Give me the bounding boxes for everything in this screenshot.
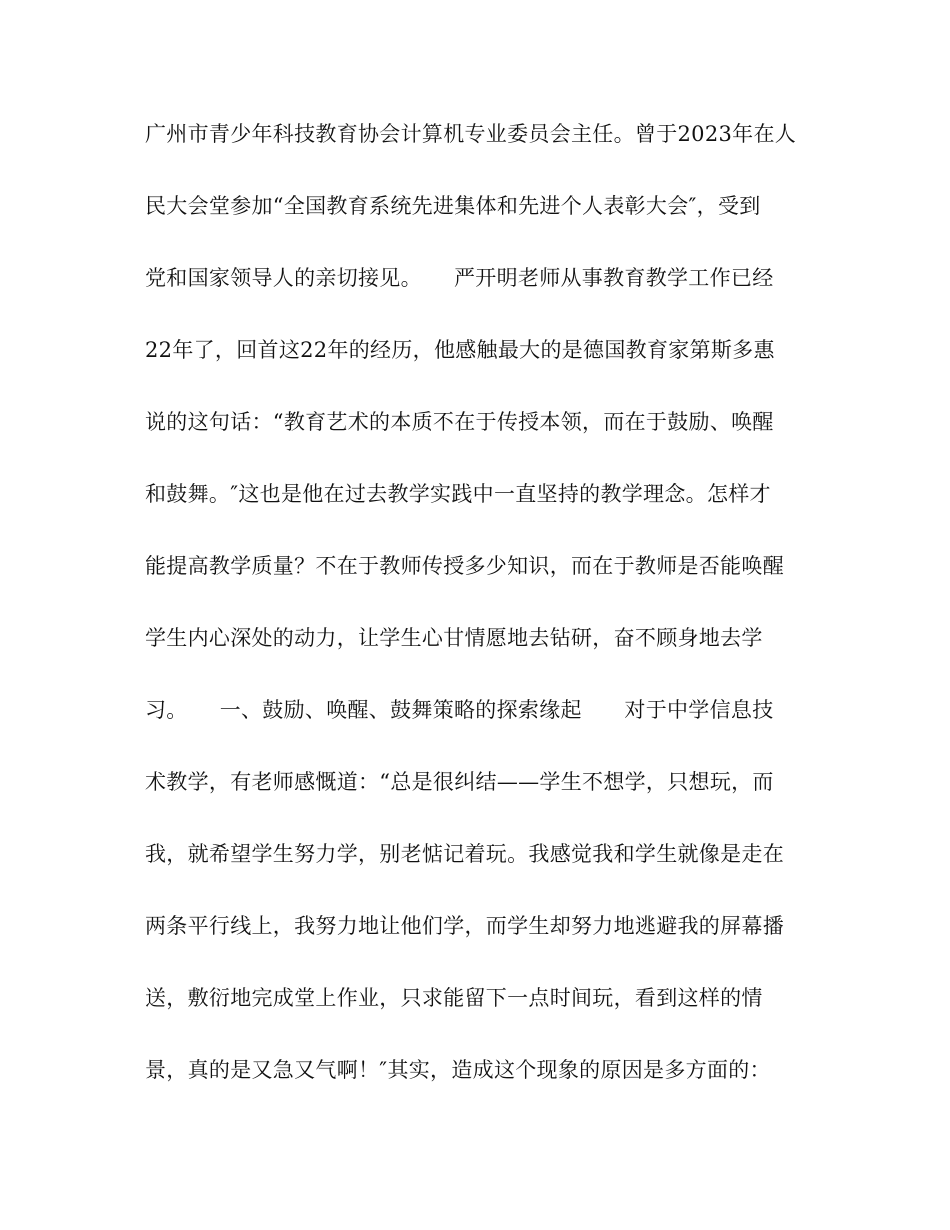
- text-line: 习。 一、鼓励、唤醒、鼓舞策略的探索缘起 对于中学信息技: [145, 698, 774, 722]
- text-line: 22年了，回首这22年的经历，他感触最大的是德国教育家第斯多惠: [145, 338, 775, 362]
- text-line: 术教学，有老师感慨道：“总是很纠结——学生不想学，只想玩，而: [145, 770, 774, 794]
- text-line: 两条平行线上，我努力地让他们学，而学生却努力地逃避我的屏幕播: [145, 914, 784, 938]
- body-text: [145, 121, 815, 1129]
- text-line: 党和国家领导人的亲切接见。 严开明老师从事教育教学工作已经: [145, 266, 774, 290]
- text-line: 景，真的是又急又气啊！″其实，造成这个现象的原因是多方面的：: [145, 1058, 771, 1082]
- text-line: 能提高教学质量？不在于教师传授多少知识，而在于教师是否能唤醒: [145, 554, 784, 578]
- text-line: 说的这句话：“教育艺术的本质不在于传授本领，而在于鼓励、唤醒: [145, 410, 774, 434]
- text-line: 我，就希望学生努力学，别老惦记着玩。我感觉我和学生就像是走在: [145, 842, 784, 866]
- text-line: 学生内心深处的动力，让学生心甘情愿地去钻研，奋不顾身地去学: [145, 626, 763, 650]
- text-line: 民大会堂参加“全国教育系统先进集体和先进个人表彰大会″，受到: [145, 194, 761, 218]
- text-line: 送，敷衍地完成堂上作业，只求能留下一点时间玩，看到这样的情: [145, 986, 763, 1010]
- text-line: 广州市青少年科技教育协会计算机专业委员会主任。曾于2023年在人: [145, 122, 797, 146]
- text-line: 和鼓舞。″这也是他在过去教学实践中一直坚持的教学理念。怎样才: [145, 482, 771, 506]
